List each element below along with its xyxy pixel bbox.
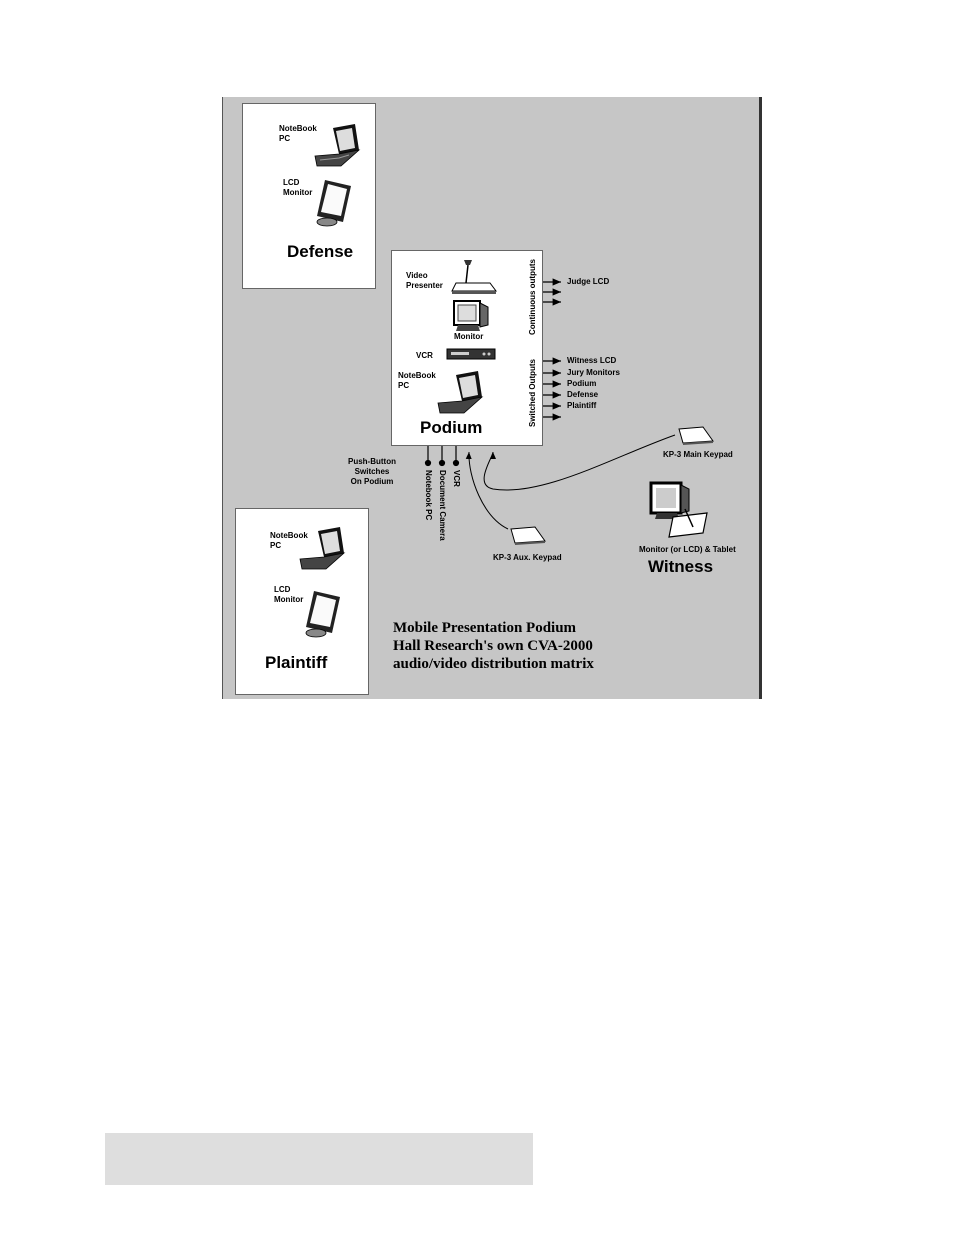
switched-output-arrows	[543, 361, 561, 417]
plaintiff-notebook-label: NoteBook PC	[270, 531, 308, 550]
main-keypad-label: KP-3 Main Keypad	[663, 450, 733, 459]
plaintiff-lcd-label: LCD Monitor	[274, 585, 304, 604]
podium-title: Podium	[420, 418, 483, 437]
defense-title: Defense	[287, 242, 354, 261]
defense-panel	[242, 103, 376, 289]
podium-panel	[391, 250, 543, 446]
footer-bar	[105, 1133, 533, 1185]
output-label-plaintiff: Plaintiff	[567, 401, 597, 410]
witness-title: Witness	[648, 557, 714, 576]
aux-keypad-icon	[507, 525, 547, 545]
output-label-jury-monitors: Jury Monitors	[567, 368, 620, 377]
courtroom-diagram	[222, 97, 762, 699]
push-button-lines	[426, 446, 459, 466]
defense-lcd-label: LCD Monitor	[283, 178, 313, 197]
continuous-outputs-label: Continuous outputs	[528, 259, 537, 335]
output-label-defense: Defense	[567, 390, 599, 399]
diagram-caption	[393, 619, 594, 673]
laptop-icon	[434, 369, 486, 415]
witness-equipment-label: Monitor (or LCD) & Tablet	[639, 545, 736, 554]
aux-keypad-label: KP-3 Aux. Keypad	[493, 553, 562, 562]
main-keypad-icon	[675, 425, 715, 445]
caption-line-1: Mobile Presentation Podium	[393, 620, 577, 636]
vcr-icon	[446, 347, 496, 361]
lcd-monitor-icon	[302, 589, 342, 639]
plaintiff-panel	[235, 508, 369, 695]
laptop-icon	[311, 122, 361, 168]
continuous-output-arrows	[543, 282, 561, 302]
podium-notebook-label: NoteBook PC	[398, 371, 436, 390]
lcd-monitor-icon	[313, 178, 353, 228]
output-label-judge-lcd: Judge LCD	[567, 277, 610, 286]
document-camera-icon	[450, 257, 500, 297]
output-label-witness-lcd: Witness LCD	[567, 356, 617, 365]
push-button-notebook-pc: Notebook PC	[424, 470, 433, 521]
push-button-label: Push-Button Switches On Podium	[348, 457, 396, 486]
caption-line-2: Hall Research's own CVA-2000	[393, 638, 593, 654]
output-label-podium: Podium	[567, 379, 597, 388]
defense-notebook-label: NoteBook PC	[279, 124, 317, 143]
push-button-vcr: VCR	[452, 470, 461, 487]
vcr-label: VCR	[416, 351, 433, 360]
video-presenter-label: Video Presenter	[406, 271, 443, 290]
crt-monitor-icon	[452, 299, 492, 335]
laptop-icon	[296, 525, 346, 571]
witness-monitor-tablet-icon	[641, 479, 711, 541]
plaintiff-title: Plaintiff	[265, 653, 328, 672]
switched-outputs-label: Switched Outputs	[528, 359, 537, 427]
push-button-document-camera: Document Camera	[438, 470, 447, 541]
caption-line-3: audio/video distribution matrix	[393, 656, 594, 672]
monitor-label: Monitor	[454, 332, 484, 341]
